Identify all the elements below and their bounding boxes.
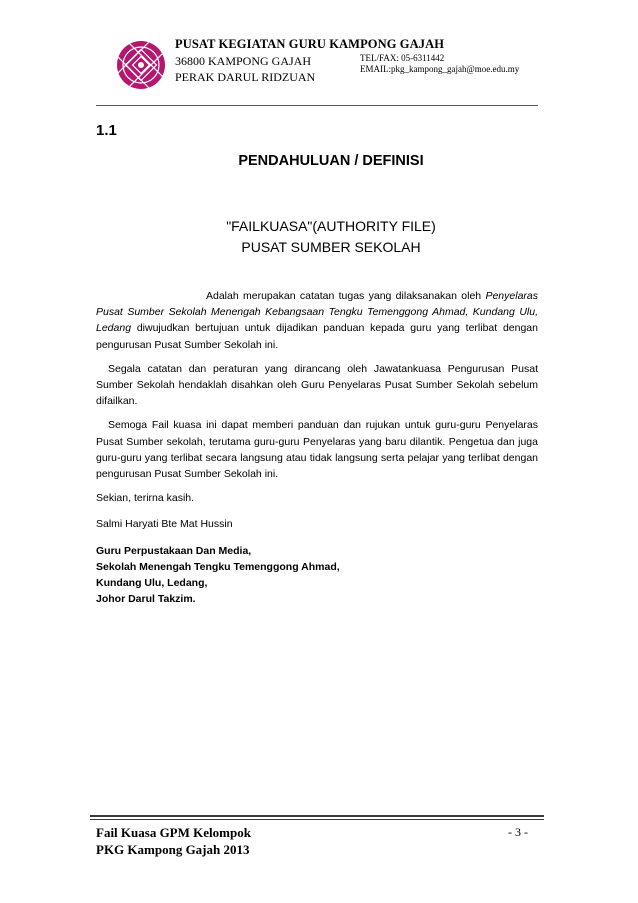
signature-line: Johor Darul Takzim. xyxy=(96,592,196,605)
signature-line: Sekolah Menengah Tengku Temenggong Ahmad, xyxy=(96,560,340,573)
intro-lead: Adalah merupakan catatan tugas yang dilaksanakan oleh xyxy=(206,290,482,302)
footer-divider-thin xyxy=(90,819,544,820)
page-number: - 3 - xyxy=(508,825,528,839)
page-title: PENDAHULUAN / DEFINISI xyxy=(238,153,424,169)
footer-file-title: Fail Kuasa GPM Kelompok xyxy=(96,825,251,840)
subtitle-pusat-sumber: PUSAT SUMBER SEKOLAH xyxy=(241,239,421,255)
header-tel-fax: TEL/FAX: 05-6311442 xyxy=(360,53,445,63)
signature-block xyxy=(96,543,538,607)
body-text xyxy=(96,288,538,607)
paragraph-catatan: Segala catatan dan peraturan yang dirancang oleh Jawatankuasa Pengurusan Pusat Sumber Sekolah hendaklah disahkan oleh Guru Penyelaras Pusat Sumber Sekolah sebelum difailkan. xyxy=(96,362,538,408)
footer-divider xyxy=(90,815,544,817)
header-address-line1: 36800 KAMPONG GAJAH xyxy=(175,54,312,68)
intro-rest: diwujudkan bertujuan untuk dijadikan panduan kepada guru yang terlibat dengan pengurusan Pusat Sumber Sekolah ini. xyxy=(96,322,538,351)
intro-italic: Penyelaras Pusat Sumber Sekolah Menengah Kebangsaan Tengku Temenggong Ahmad, Kundang Ulu, Ledang xyxy=(96,290,538,335)
header-email: EMAIL:pkg_kampong_gajah@moe.edu.my xyxy=(360,64,520,74)
header-divider xyxy=(96,105,538,106)
signature-line: Kundang Ulu, Ledang, xyxy=(96,576,208,589)
pkg-logo-icon xyxy=(116,40,166,90)
closing-line: Sekian, terirna kasih. xyxy=(96,492,195,505)
header-address-line2: PERAK DARUL RIDZUAN xyxy=(175,70,316,84)
signature-line: Guru Perpustakaan Dan Media, xyxy=(96,544,252,557)
header-org-name: PUSAT KEGIATAN GURU KAMPONG GAJAH xyxy=(175,37,445,51)
section-number: 1.1 xyxy=(96,122,117,139)
footer-org-year: PKG Kampong Gajah 2013 xyxy=(96,842,250,857)
paragraph-semoga: Semoga Fail kuasa ini dapat memberi panduan dan rujukan untuk guru-guru Penyelaras Pusat Sumber sekolah, terutama guru-guru Penyelaras yang baru dilantik. Pengetua dan juga guru-guru yang terlibat secara langsung atau tidak langsung serta pelajar yang terlibat dengan pengurusan Pusat Sumber Sekolah ini. xyxy=(96,419,538,481)
paragraph-intro xyxy=(96,288,538,353)
subtitle-authority-file: "FAILKUASA"(AUTHORITY FILE) xyxy=(226,218,436,234)
signatory-name: Salmi Haryati Bte Mat Hussin xyxy=(96,518,233,531)
